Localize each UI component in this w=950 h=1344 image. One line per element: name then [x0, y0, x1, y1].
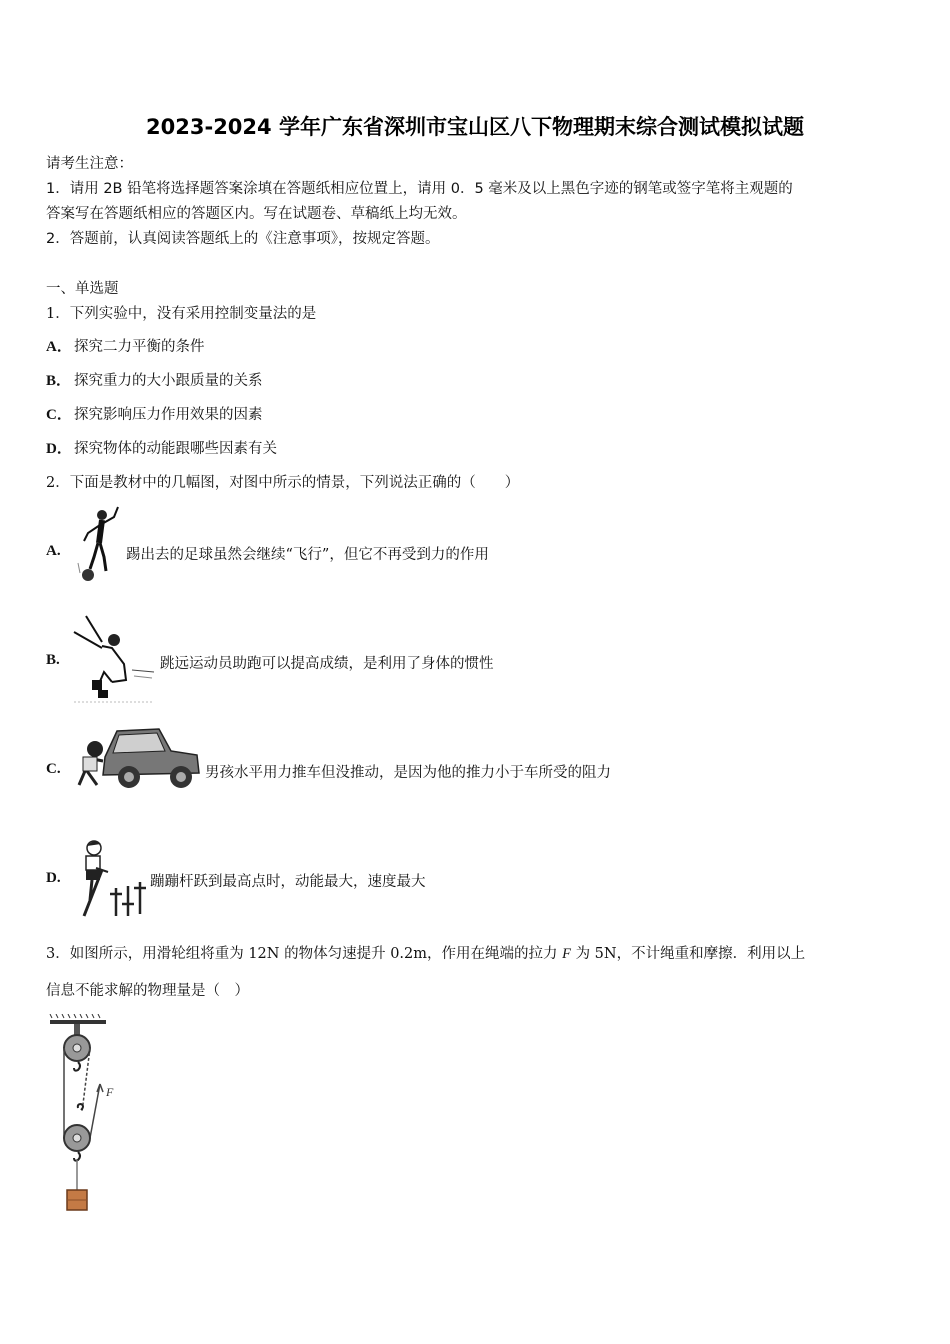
question-1-stem: 1．下列实验中，没有采用控制变量法的是 — [46, 306, 317, 322]
q1-option-c[interactable] — [46, 403, 263, 424]
long-jumper-figure — [72, 612, 162, 707]
exam-title: 2023-2024 学年广东省深圳市宝山区八下物理期末综合测试模拟试题 — [146, 115, 804, 139]
force-symbol: F — [562, 946, 571, 962]
question-3-stem-line-1 — [46, 942, 805, 963]
pogo-stick-figure — [72, 838, 152, 920]
option-text: 探究二力平衡的条件 — [74, 339, 205, 355]
q1-option-b[interactable] — [46, 369, 263, 390]
q2-option-c-letter[interactable]: C. — [46, 761, 61, 777]
q2-option-b-text: 跳远运动员助跑可以提高成绩，是利用了身体的惯性 — [160, 656, 494, 672]
option-text: 探究物体的动能跟哪些因素有关 — [74, 441, 277, 457]
option-text: 探究影响压力作用效果的因素 — [74, 407, 263, 423]
force-label: F — [106, 1085, 114, 1099]
question-2-stem: 2．下面是教材中的几幅图，对图中所示的情景，下列说法正确的（ ） — [46, 475, 520, 491]
pulley-system-figure — [44, 1014, 136, 1218]
option-letter: C． — [46, 407, 72, 423]
boy-pushing-car-figure — [73, 725, 205, 795]
option-text: 探究重力的大小跟质量的关系 — [74, 373, 263, 389]
q1-option-d[interactable] — [46, 437, 277, 458]
q2-option-a-letter[interactable]: A. — [46, 543, 61, 559]
question-3-stem-line-2: 信息不能求解的物理量是（ ） — [46, 983, 249, 999]
section-heading: 一、单选题 — [46, 281, 119, 297]
option-letter: B． — [46, 373, 72, 389]
q2-option-b-letter[interactable]: B. — [46, 652, 60, 668]
stem-text: 3．如图所示，用滑轮组将重为 12N 的物体匀速提升 0.2m，作用在绳端的拉力 — [46, 946, 563, 962]
notice-item-1: 1．请用 2B 铅笔将选择题答案涂填在答题纸相应位置上，请用 0．5 毫米及以上黑色字迹的钢笔或签字笔将主观题的 — [46, 181, 793, 197]
notice-heading: 请考生注意： — [46, 156, 133, 172]
stem-text: 为 5N，不计绳重和摩擦．利用以上 — [570, 946, 806, 962]
q2-option-a-text: 踢出去的足球虽然会继续“飞行”，但它不再受到力的作用 — [126, 547, 489, 563]
q2-option-d-text: 蹦蹦杆跃到最高点时，动能最大，速度最大 — [150, 874, 426, 890]
q2-option-c-text: 男孩水平用力推车但没推动，是因为他的推力小于车所受的阻力 — [205, 765, 611, 781]
notice-item-2: 2．答题前，认真阅读答题纸上的《注意事项》，按规定答题。 — [46, 231, 440, 247]
soccer-player-figure — [72, 505, 127, 585]
option-letter: D． — [46, 441, 72, 457]
q1-option-a[interactable] — [46, 335, 205, 356]
q2-option-d-letter[interactable]: D. — [46, 870, 61, 886]
option-letter: A． — [46, 339, 72, 355]
notice-item-1-cont: 答案写在答题纸相应的答题区内。写在试题卷、草稿纸上均无效。 — [46, 206, 467, 222]
